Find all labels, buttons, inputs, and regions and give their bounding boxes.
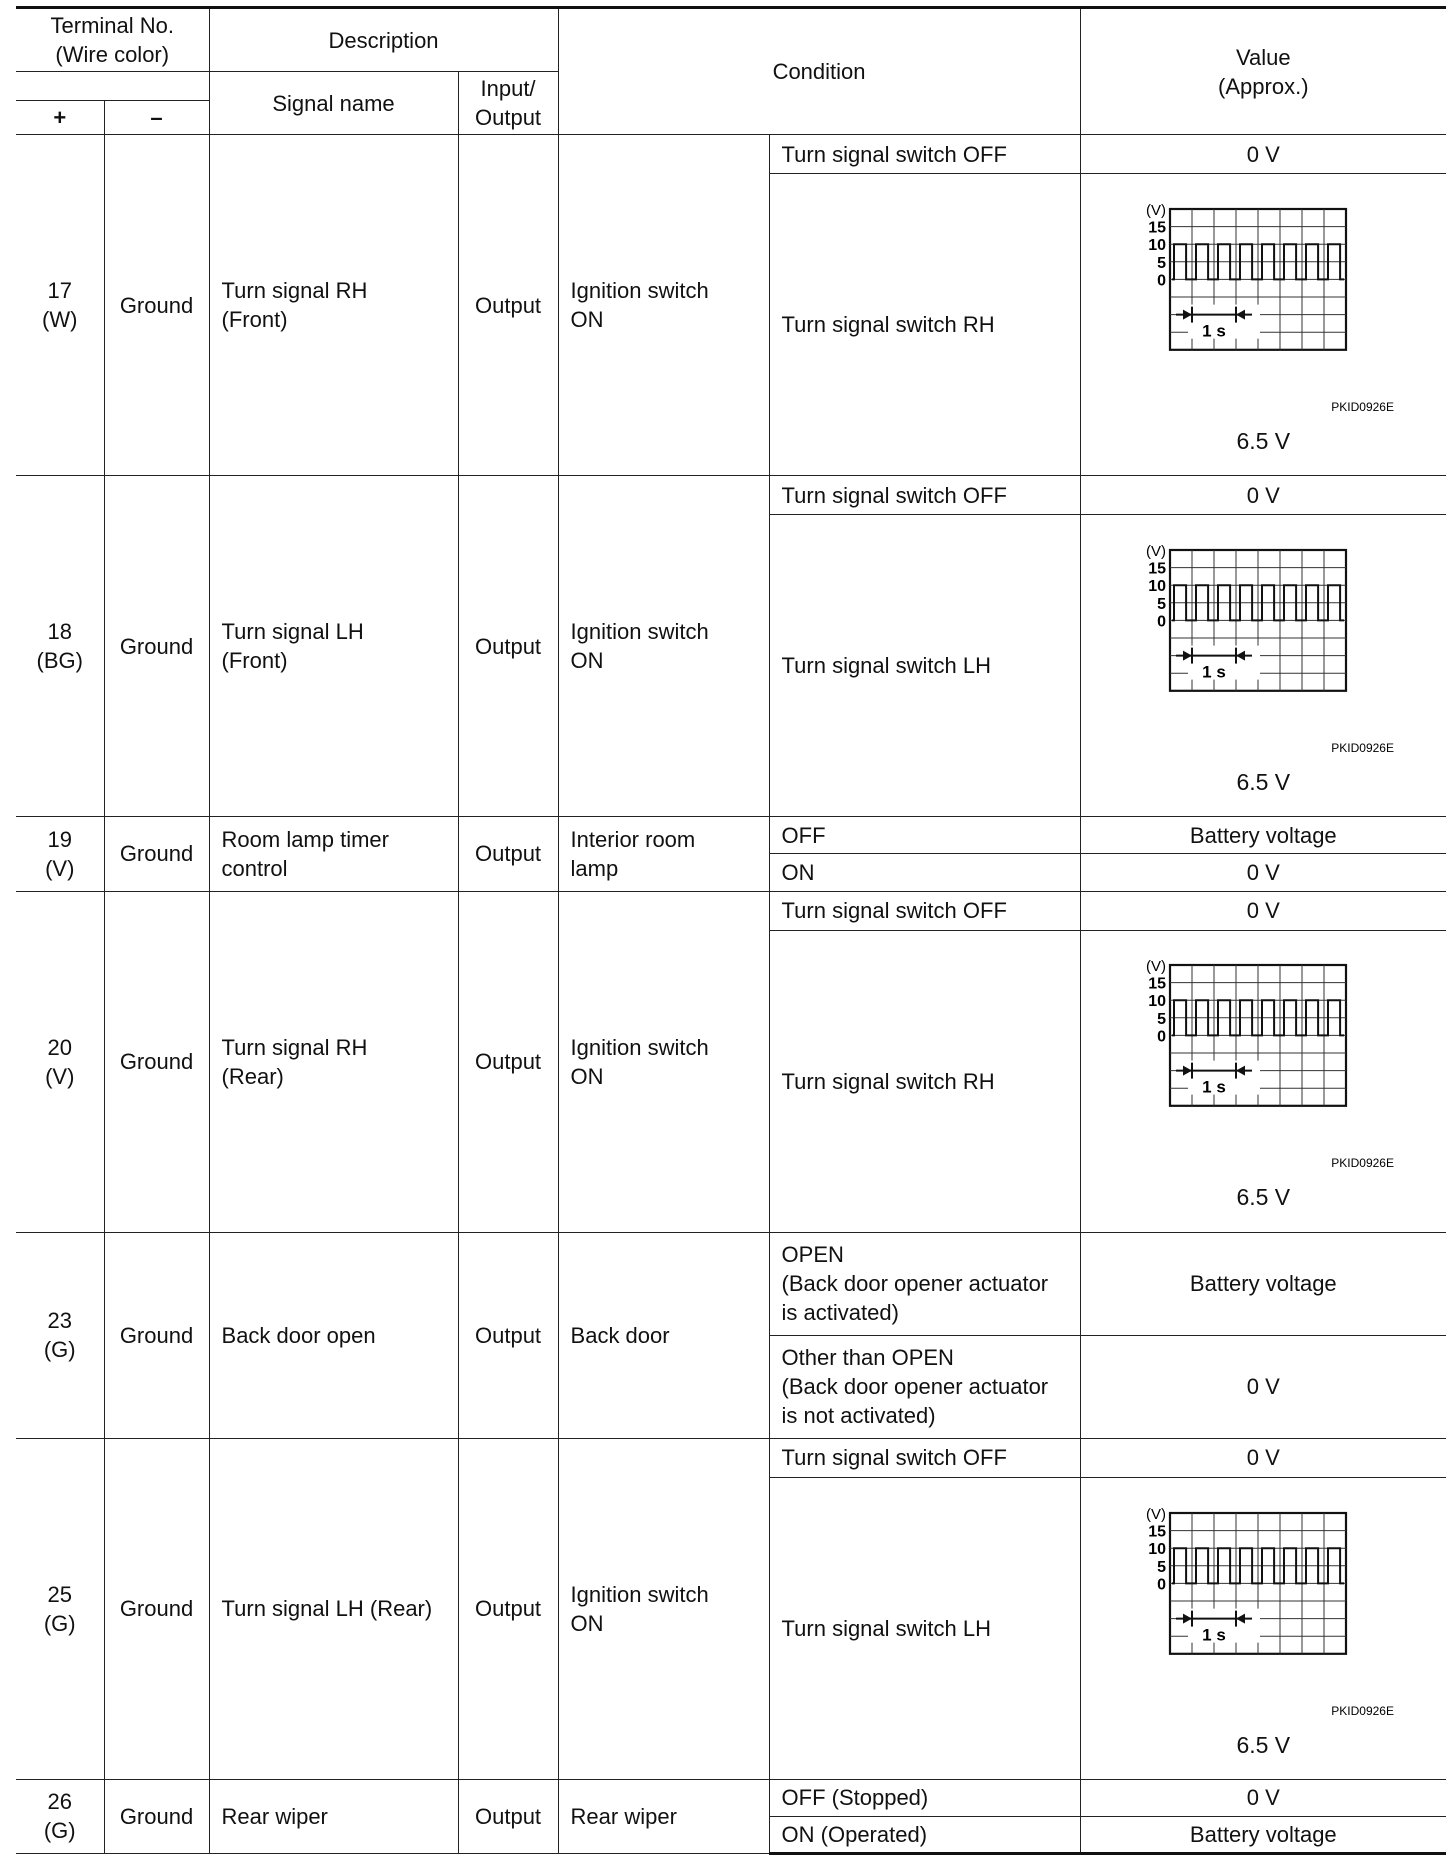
voltage-unit-label: (V) (1146, 958, 1167, 976)
waveform-value: 6.5 V (1236, 1731, 1291, 1758)
signal-name-cell: Turn signal LH (Rear) (209, 1438, 458, 1779)
sub-condition-cell: Turn signal switch LH (769, 515, 1080, 817)
voltage-tick-label: 10 (1148, 1540, 1167, 1558)
voltage-axis-labels (1146, 202, 1166, 289)
terminal-cell: 20 (V) (16, 891, 104, 1232)
waveform-value-cell (1080, 1477, 1446, 1779)
table-row (16, 817, 1446, 854)
table-header (16, 8, 1446, 135)
value-cell: 0 V (1080, 476, 1446, 515)
value-cell: 0 V (1080, 1438, 1446, 1477)
sub-condition-cell: OFF (769, 817, 1080, 854)
voltage-tick-label: 10 (1148, 993, 1167, 1011)
voltage-tick-label: 15 (1148, 219, 1167, 237)
figure-id: PKID0926E (1331, 400, 1395, 415)
value-cell: 0 V (1080, 891, 1446, 930)
time-scale-marker (1176, 305, 1260, 341)
value-cell: 0 V (1080, 1779, 1446, 1816)
signal-name-header: Signal name (209, 72, 458, 135)
signal-name-cell: Back door open (209, 1232, 458, 1438)
voltage-unit-label: (V) (1146, 202, 1167, 220)
terminal-inspection-table-sheet (16, 6, 1446, 1854)
description-header: Description (209, 8, 558, 72)
signal-name-cell: Turn signal LH (Front) (209, 476, 458, 817)
table-row (16, 135, 1446, 174)
signal-name-cell: Rear wiper (209, 1779, 458, 1853)
voltage-tick-label: 15 (1148, 560, 1167, 578)
voltage-tick-label: 10 (1148, 578, 1167, 596)
ground-cell: Ground (104, 476, 209, 817)
value-cell: 0 V (1080, 854, 1446, 891)
voltage-tick-label: 0 (1157, 613, 1167, 631)
time-scale-label: 1 s (1202, 1625, 1227, 1645)
sub-condition-cell: Turn signal switch OFF (769, 476, 1080, 515)
sub-condition-cell: Other than OPEN (Back door opener actuator is not activated) (769, 1335, 1080, 1438)
waveform-value: 6.5 V (1236, 428, 1291, 455)
voltage-tick-label: 15 (1148, 976, 1167, 994)
waveform-chart (1132, 1501, 1394, 1721)
terminal-header-spacer (16, 72, 209, 100)
main-condition-cell: Rear wiper (558, 1779, 769, 1853)
ground-cell: Ground (104, 1779, 209, 1853)
waveform-value-cell (1080, 174, 1446, 476)
waveform-chart (1132, 538, 1394, 758)
voltage-unit-label: (V) (1146, 1505, 1167, 1523)
terminal-cell: 17 (W) (16, 135, 104, 476)
waveform-figure (1132, 1501, 1394, 1721)
io-cell: Output (458, 135, 558, 476)
voltage-tick-label: 0 (1157, 1028, 1167, 1046)
ground-cell: Ground (104, 1438, 209, 1779)
input-output-header: Input/ Output (458, 72, 558, 135)
ground-cell: Ground (104, 891, 209, 1232)
main-condition-cell: Back door (558, 1232, 769, 1438)
signal-name-cell: Room lamp timer control (209, 817, 458, 891)
main-condition-cell: Ignition switch ON (558, 891, 769, 1232)
voltage-tick-label: 5 (1157, 1011, 1167, 1029)
voltage-axis-labels (1146, 958, 1166, 1045)
value-cell: 0 V (1080, 1335, 1446, 1438)
waveform-figure (1132, 538, 1394, 758)
voltage-axis-labels (1146, 543, 1166, 630)
sub-condition-cell: Turn signal switch OFF (769, 1438, 1080, 1477)
time-scale-label: 1 s (1202, 662, 1227, 682)
terminal-inspection-table (16, 6, 1446, 1855)
table-row (16, 1438, 1446, 1477)
waveform-value: 6.5 V (1236, 1184, 1291, 1211)
terminal-cell: 23 (G) (16, 1232, 104, 1438)
voltage-tick-label: 5 (1157, 254, 1167, 272)
terminal-cell: 19 (V) (16, 817, 104, 891)
value-cell: 0 V (1080, 135, 1446, 174)
terminal-no-header: Terminal No. (Wire color) (16, 8, 209, 72)
waveform-value: 6.5 V (1236, 769, 1291, 796)
value-cell: Battery voltage (1080, 817, 1446, 854)
voltage-tick-label: 5 (1157, 595, 1167, 613)
waveform-figure (1132, 953, 1394, 1173)
condition-header: Condition (558, 8, 1080, 135)
waveform-chart (1132, 953, 1394, 1173)
io-cell: Output (458, 891, 558, 1232)
figure-id: PKID0926E (1331, 741, 1395, 756)
sub-condition-cell: OPEN (Back door opener actuator is activated) (769, 1232, 1080, 1335)
table-body (16, 135, 1446, 1854)
sub-condition-cell: ON (Operated) (769, 1816, 1080, 1853)
io-cell: Output (458, 476, 558, 817)
waveform-value-cell (1080, 930, 1446, 1232)
terminal-cell: 18 (BG) (16, 476, 104, 817)
waveform-value-cell (1080, 515, 1446, 817)
plus-terminal-header: + (16, 100, 104, 135)
time-scale-marker (1176, 646, 1260, 682)
minus-terminal-header: – (104, 100, 209, 135)
terminal-cell: 25 (G) (16, 1438, 104, 1779)
sub-condition-cell: ON (769, 854, 1080, 891)
waveform-chart (1132, 197, 1394, 417)
sub-condition-cell: Turn signal switch RH (769, 174, 1080, 476)
figure-id: PKID0926E (1331, 1156, 1395, 1171)
main-condition-cell: Ignition switch ON (558, 135, 769, 476)
voltage-tick-label: 5 (1157, 1558, 1167, 1576)
sub-condition-cell: Turn signal switch RH (769, 930, 1080, 1232)
table-row (16, 1232, 1446, 1335)
figure-id: PKID0926E (1331, 1703, 1395, 1718)
io-cell: Output (458, 817, 558, 891)
value-cell: Battery voltage (1080, 1232, 1446, 1335)
voltage-tick-label: 0 (1157, 272, 1167, 290)
table-row (16, 891, 1446, 930)
io-cell: Output (458, 1438, 558, 1779)
ground-cell: Ground (104, 135, 209, 476)
sub-condition-cell: Turn signal switch OFF (769, 891, 1080, 930)
terminal-cell: 26 (G) (16, 1779, 104, 1853)
sub-condition-cell: Turn signal switch LH (769, 1477, 1080, 1779)
table-row (16, 1779, 1446, 1816)
time-scale-marker (1176, 1608, 1260, 1644)
sub-condition-cell: OFF (Stopped) (769, 1779, 1080, 1816)
voltage-axis-labels (1146, 1506, 1166, 1593)
main-condition-cell: Interior room lamp (558, 817, 769, 891)
sub-condition-cell: Turn signal switch OFF (769, 135, 1080, 174)
io-cell: Output (458, 1779, 558, 1853)
signal-name-cell: Turn signal RH (Front) (209, 135, 458, 476)
waveform-figure (1132, 197, 1394, 417)
value-cell: Battery voltage (1080, 1816, 1446, 1853)
value-header: Value (Approx.) (1080, 8, 1446, 135)
voltage-tick-label: 15 (1148, 1523, 1167, 1541)
ground-cell: Ground (104, 817, 209, 891)
time-scale-label: 1 s (1202, 321, 1227, 341)
signal-name-cell: Turn signal RH (Rear) (209, 891, 458, 1232)
main-condition-cell: Ignition switch ON (558, 476, 769, 817)
io-cell: Output (458, 1232, 558, 1438)
time-scale-label: 1 s (1202, 1078, 1227, 1098)
ground-cell: Ground (104, 1232, 209, 1438)
table-row (16, 476, 1446, 515)
main-condition-cell: Ignition switch ON (558, 1438, 769, 1779)
voltage-tick-label: 0 (1157, 1576, 1167, 1594)
voltage-tick-label: 10 (1148, 237, 1167, 255)
time-scale-marker (1176, 1061, 1260, 1097)
voltage-unit-label: (V) (1146, 543, 1167, 561)
